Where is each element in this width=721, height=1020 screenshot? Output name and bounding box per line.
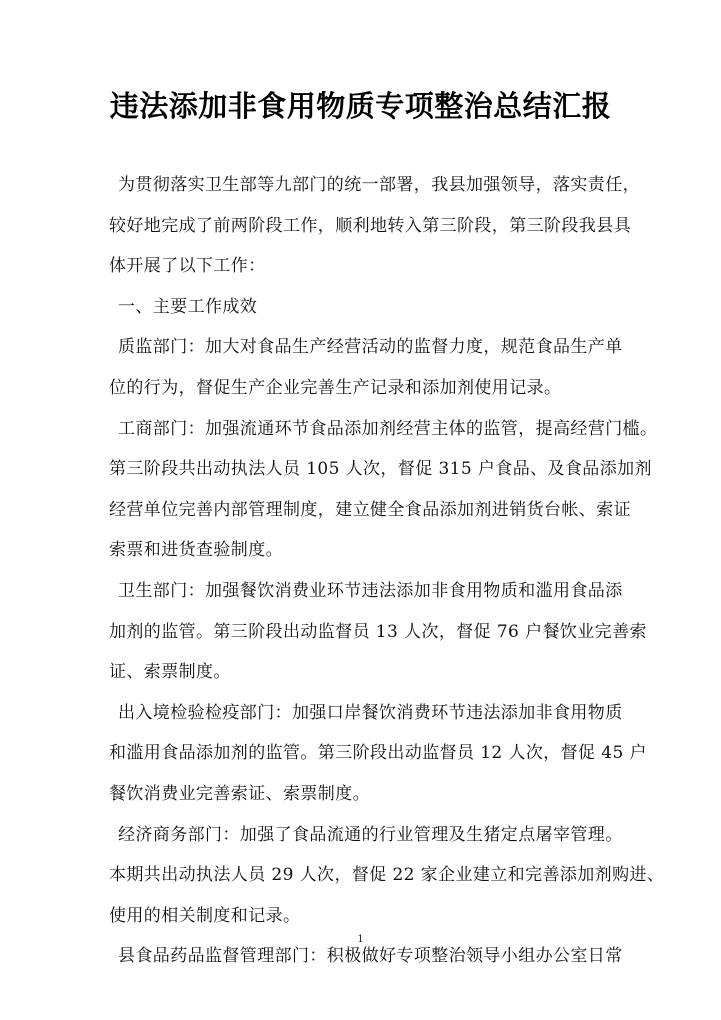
body-line: 经营单位完善内部管理制度，建立健全食品添加剂进销货台帐、索证 [109, 499, 631, 520]
body-line: 县食品药品监督管理部门：积极做好专项整治领导小组办公室日常 [118, 946, 623, 967]
body-line: 餐饮消费业完善索证、索票制度。 [109, 783, 370, 804]
body-line: 索票和进货查验制度。 [109, 540, 283, 561]
body-line: 卫生部门：加强餐饮消费业环节违法添加非食用物质和滥用食品添 [118, 580, 623, 601]
body-line: 质监部门：加大对食品生产经营活动的监督力度，规范食品生产单 [118, 337, 623, 358]
body-line: 为贯彻落实卫生部等九部门的统一部署，我县加强领导，落实责任， [118, 175, 640, 195]
body-line: 体开展了以下工作： [109, 256, 266, 277]
body-line: 出入境检验检疫部门：加强口岸餐饮消费环节违法添加非食用物质 [118, 702, 623, 723]
body-line: 加剂的监管。第三阶段出动监督员 13 人次，督促 76 户餐饮业完善索 [109, 621, 647, 642]
body-line: 使用的相关制度和记录。 [109, 905, 301, 926]
body-line: 位的行为，督促生产企业完善生产记录和添加剂使用记录。 [109, 377, 562, 398]
body-line: 第三阶段共出动执法人员 105 人次，督促 315 户食品、及食品添加剂 [109, 459, 652, 480]
page-number: 1 [357, 934, 364, 945]
body-line: 证、索票制度。 [109, 662, 231, 683]
body-line: 本期共出动执法人员 29 人次，督促 22 家企业建立和完善添加剂购进、 [109, 865, 665, 886]
document-body [109, 165, 665, 977]
body-line: 工商部门：加强流通环节食品添加剂经营主体的监管，提高经营门槛。 [118, 418, 658, 439]
body-line: 和滥用食品添加剂的监管。第三阶段出动监督员 12 人次，督促 45 户 [109, 743, 647, 764]
section-heading: 一、主要工作成效 [118, 296, 258, 317]
body-line: 经济商务部门：加强了食品流通的行业管理及生猪定点屠宰管理。 [118, 824, 623, 845]
body-line: 较好地完成了前两阶段工作，顺利地转入第三阶段，第三阶段我县具 [109, 215, 631, 236]
document-title: 违法添加非食用物质专项整治总结汇报 [109, 89, 612, 123]
